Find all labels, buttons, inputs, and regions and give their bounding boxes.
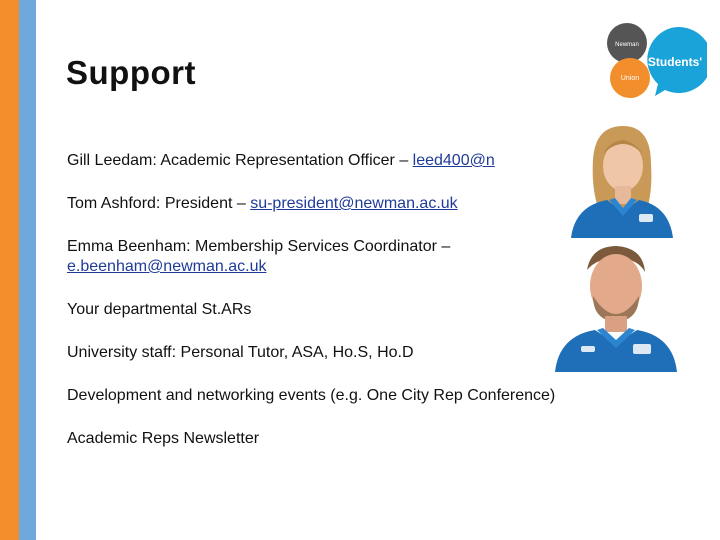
item-text: Emma Beenham: Membership Services Coordinator – (67, 238, 451, 255)
photo-woman (565, 120, 677, 238)
logo-main-text: Students' (647, 55, 703, 69)
students-union-logo (603, 22, 707, 100)
left-stripe-orange (0, 0, 19, 540)
list-item: Academic Reps Newsletter (67, 430, 260, 447)
list-item: Development and networking events (e.g. One City Rep Conference) (67, 387, 556, 404)
email-link[interactable]: leed400@n (412, 152, 495, 169)
item-text: Gill Leedam: Academic Representation Officer – (67, 152, 413, 169)
list-item (67, 151, 647, 171)
list-item (67, 194, 647, 214)
logo-sub-text: Union (620, 75, 640, 82)
item-text: Tom Ashford: President – (67, 195, 251, 212)
list-item: Your departmental St.ARs (67, 301, 252, 318)
photo-man (551, 240, 681, 372)
slide-title: Support (66, 54, 196, 91)
list-item: University staff: Personal Tutor, ASA, Ho.S, Ho.D (67, 344, 414, 361)
left-stripe-blue (19, 0, 36, 540)
email-link[interactable]: su-president@newman.ac.uk (250, 195, 458, 212)
logo-top-text: Newman (615, 42, 639, 48)
email-link[interactable]: e.beenham@newman.ac.uk (67, 258, 267, 275)
